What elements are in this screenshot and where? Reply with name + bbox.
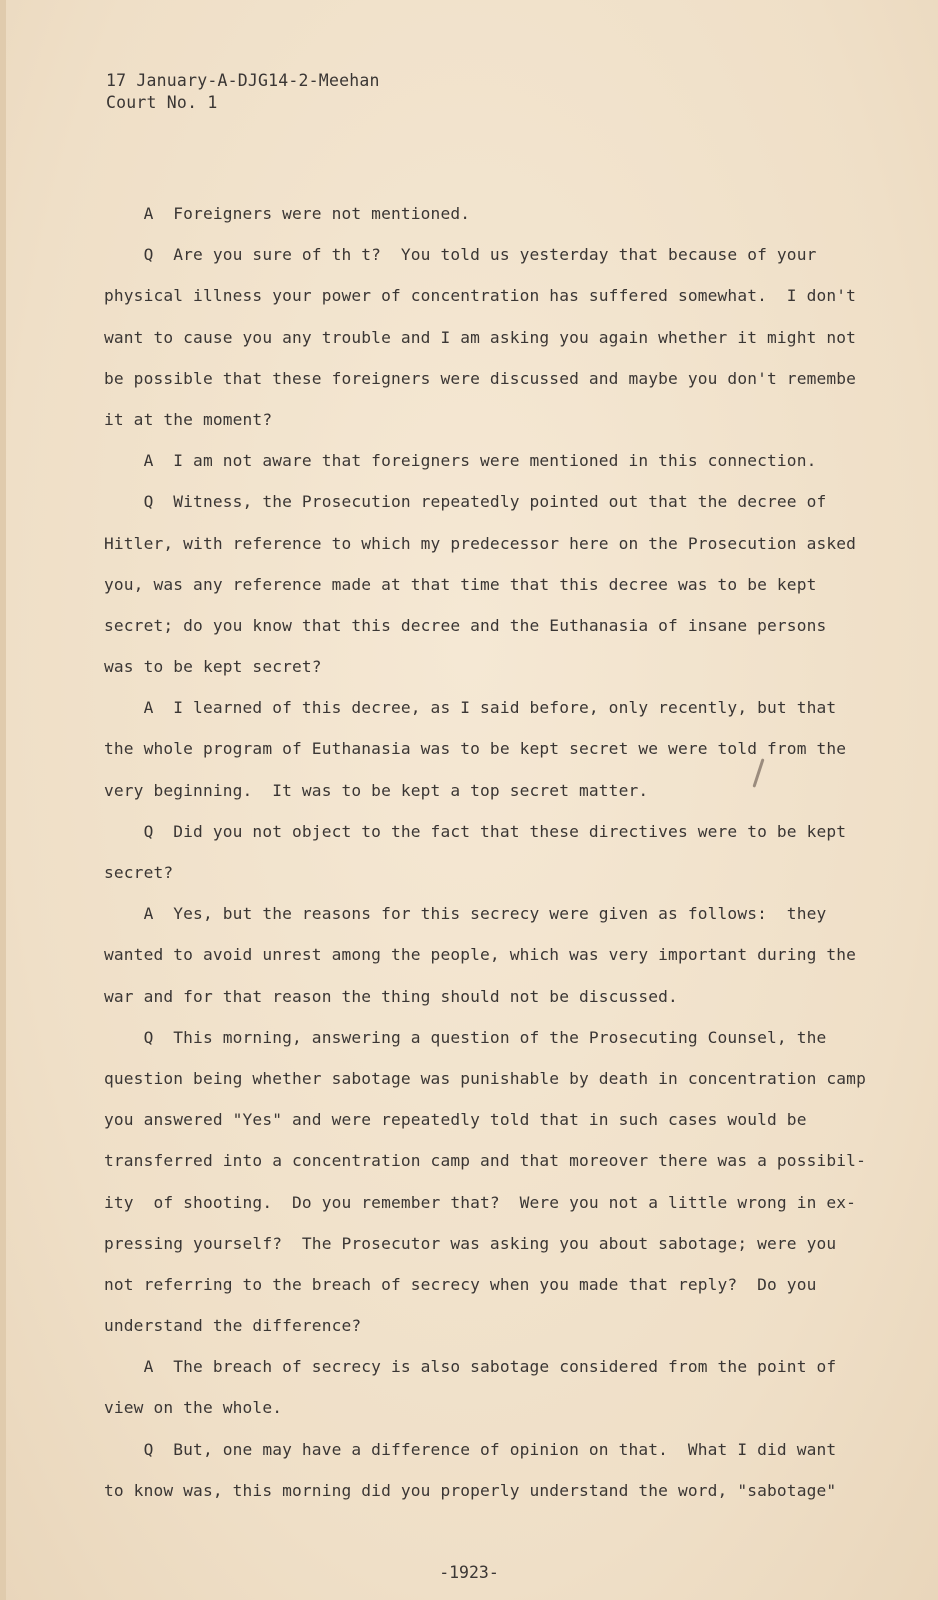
transcript-line: Q This morning, answering a question of the Prosecuting Counsel, the bbox=[104, 1027, 827, 1047]
transcript-line: secret? bbox=[104, 863, 174, 882]
header-line-court: Court No. 1 bbox=[106, 93, 218, 112]
transcript-body bbox=[104, 193, 894, 1511]
transcript-line: be possible that these foreigners were discussed and maybe you don't remembe bbox=[104, 368, 857, 388]
transcript-line: A Yes, but the reasons for this secrecy were given as follows: they bbox=[104, 904, 827, 924]
transcript-line: Q Witness, the Prosecution repeatedly pointed out that the decree of bbox=[104, 492, 827, 512]
transcript-line: you, was any reference made at that time that this decree was to be kept bbox=[104, 574, 817, 594]
transcript-line: wanted to avoid unrest among the people, which was very important during the bbox=[104, 945, 857, 965]
transcript-line: A I am not aware that foreigners were mentioned in this connection. bbox=[104, 451, 817, 471]
transcript-line: was to be kept secret? bbox=[104, 657, 322, 677]
transcript-line: Q But, one may have a difference of opinion on that. What I did want bbox=[104, 1439, 837, 1459]
transcript-line: you answered "Yes" and were repeatedly told that in such cases would be bbox=[104, 1110, 807, 1130]
document-header bbox=[106, 70, 380, 114]
transcript-line: A Foreigners were not mentioned. bbox=[104, 204, 471, 223]
transcript-line: want to cause you any trouble and I am asking you again whether it might not bbox=[104, 327, 857, 347]
transcript-line: to know was, this morning did you properly understand the word, "sabotage" bbox=[104, 1480, 837, 1500]
transcript-line: war and for that reason the thing should not be discussed. bbox=[104, 986, 678, 1006]
transcript-line: very beginning. It was to be kept a top secret matter. bbox=[104, 780, 649, 800]
transcript-line: secret; do you know that this decree and the Euthanasia of insane persons bbox=[104, 615, 827, 635]
transcript-line: A I learned of this decree, as I said before, only recently, but that bbox=[104, 698, 837, 718]
transcript-line: A The breach of secrecy is also sabotage considered from the point of bbox=[104, 1357, 837, 1377]
transcript-line: pressing yourself? The Prosecutor was asking you about sabotage; were you bbox=[104, 1233, 837, 1253]
transcript-line: question being whether sabotage was punishable by death in concentration camp bbox=[104, 1068, 866, 1088]
transcript-line: Hitler, with reference to which my predecessor here on the Prosecution asked bbox=[104, 533, 857, 553]
page-edge bbox=[0, 0, 6, 1600]
page-number: -1923- bbox=[439, 1563, 499, 1582]
transcript-line: view on the whole. bbox=[104, 1398, 283, 1418]
transcript-line: Q Are you sure of th t? You told us yesterday that because of your bbox=[104, 245, 817, 265]
transcript-line: understand the difference? bbox=[104, 1316, 362, 1336]
transcript-line: ity of shooting. Do you remember that? Were you not a little wrong in ex- bbox=[104, 1192, 857, 1212]
transcript-line: Q Did you not object to the fact that these directives were to be kept bbox=[104, 821, 847, 841]
transcript-line: transferred into a concentration camp and that moreover there was a possibil- bbox=[104, 1151, 866, 1171]
transcript-line: it at the moment? bbox=[104, 409, 273, 429]
transcript-line: physical illness your power of concentration has suffered somewhat. I don't bbox=[104, 286, 857, 306]
transcript-line: not referring to the breach of secrecy when you made that reply? Do you bbox=[104, 1274, 817, 1294]
header-line-date: 17 January-A-DJG14-2-Meehan bbox=[106, 71, 380, 90]
transcript-line: the whole program of Euthanasia was to be kept secret we were told from the bbox=[104, 739, 847, 759]
